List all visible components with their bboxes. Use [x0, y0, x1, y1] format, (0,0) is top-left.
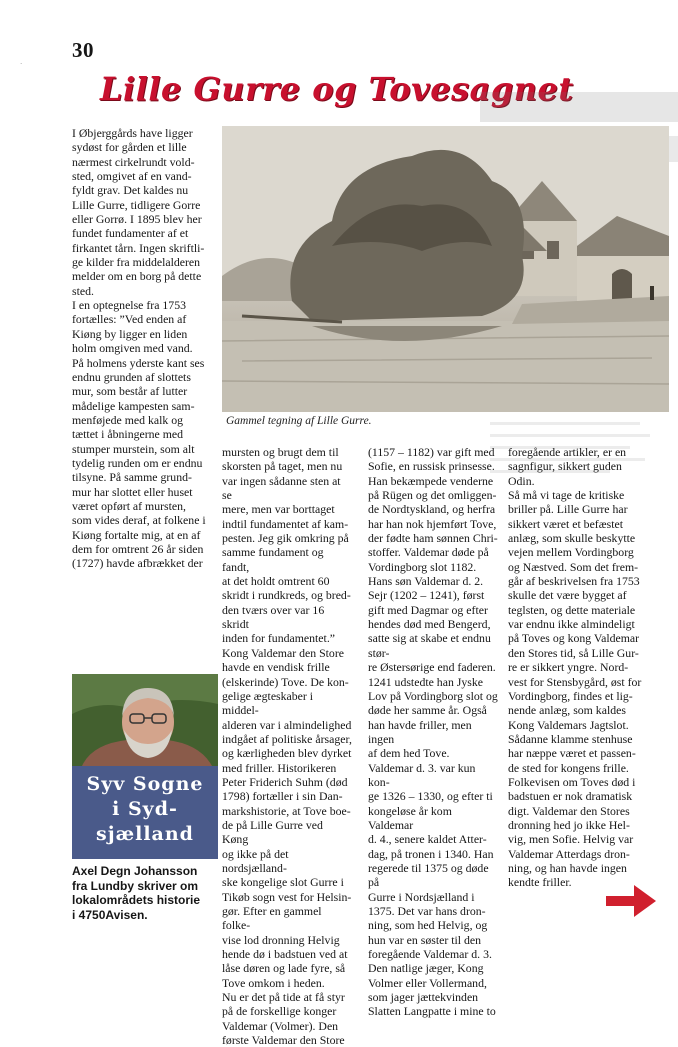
author-byline: Axel Degn Johansson fra Lundby skriver om lokalområdets historie i 4750Avisen.: [72, 864, 201, 922]
article-column-4: foregående artikler, er en sagnfigur, sikkert guden Odin. Så må vi tage de kritiske briller på. Lille Gurre har sikkert været et befæstet anlæg, som skulle beskytte vejen mellem Vordingborg og Næstved. Som det frem- går af beskrivelsen fra 1753 skulle det være bygget af teglsten, og dette materiale var endnu ikke almindeligt på Toves og kong Valdemar den Stores tid, så Lille Gur- re er sikkert yngre. Nord- vest for Stensbygård, øst for Vordingborg, findes et lig- nende anlæg, som kaldes Kong Valdemars Jagtslot. Sådanne klamme stenhuse har næppe været et passen- de sted for kongens frille. Folkevisen om Toves død i badstuen er nok dramatisk digt. Valdemar den Stores dronning hed jo ikke Hel- vig, men Sofie. Helvig var Valdemar Atterdags dron- ning, og han havde ingen kendte friller.: [508, 445, 642, 890]
page-number: 30: [72, 38, 94, 62]
article-title: Lille Gurre og Tovesagnet: [100, 70, 574, 108]
column-series-banner: [72, 766, 218, 859]
margin-mark: ˊ: [20, 62, 23, 70]
article-column-2: mursten og brugt dem til skorsten på taget, men nu var ingen sådanne sten at se mere, men var borttaget indtil fundamentet af kam- pesten. Jeg gik omkring på samme fundament og fandt, at det holdt omtrent 60 skridt i rundkreds, og bred- den tværs over var 16 skridt inden for fundamentet.” Kong Valdemar den Store havde en vendisk frille (elskerinde) Tove. De kon- gelige ægteskaber i middel- alderen var i almindelighed indgået af politiske årsager, og kærligheden blev dyrket med friller. Historikeren Peter Friderich Suhm (død 1798) fortæller i sin Dan- markshistorie, at Tove boe- de på Lille Gurre ved Køng og ikke på det nordsjælland- ske kongelige slot Gurre i Tikøb sogn vest for Helsin- gør. Efter en gammel folke- vise lod dronning Helvig hende dø i badstuen ved at låse døren og lade fyre, så Tove omkom i heden. Nu er det på tide at få styr på de forskellige konger Valdemar (Volmer). Den første Valdemar den Store: [222, 445, 352, 1047]
old-drawing-image: [222, 126, 669, 412]
column-series-title: Syv Sogne i Syd- sjælland: [86, 773, 204, 845]
author-portrait: [72, 674, 218, 766]
article-column-1: I Øbjerggårds have ligger sydøst for gården et lille nærmest cirkelrundt vold- sted, omgivet af en vand- fyldt grav. Det kaldes nu Lille Gurre, tidligere Gorre eller Gorrø. I 1895 blev her fundet fundamenter af et firkantet tårn. Ingen skriftli- ge kilder fra middelalderen melder om en borg på dette sted. I en optegnelse fra 1753 fortælles: ”Ved enden af Kiøng by ligger en liden holm omgiven med vand. På holmens yderste kant ses endnu grunden af slottets mur, som består af lutter mådelige kampesten sam- menføjede med kalk og tættet i åbningerne med stumper murstein, som alt tydelig runden om er endnu tilsyne. På samme grund- mur har slottet eller huset været opført af mursten, som vides deraf, at folkene i Kiøng fortalte mig, at en af dem for omtrent 26 år siden (1727) havde afbrækket der: [72, 126, 206, 571]
image-caption: Gammel tegning af Lille Gurre.: [226, 415, 372, 427]
article-column-3: (1157 – 1182) var gift med Sofie, en russisk prinsesse. Han bekæmpede venderne på Rügen og det omliggen- de Nordtyskland, og herfra har han nok hjemført Tove, der fødte ham sønnen Chri- stoffer. Valdemar døde på Vordingborg slot 1182. Hans søn Valdemar d. 2. Sejr (1202 – 1241), først gift med Dagmar og efter hendes død med Bengerd, satte sig at skabe et endnu stør- re Østersørige end faderen. 1241 udstedte han Jyske Lov på Vordingborg slot og døde her samme år. Også han havde friller, men ingen af dem hed Tove. Valdemar d. 3. var kun kon- ge 1326 – 1330, og efter ti kongeløse år kom Valdemar d. 4., senere kaldet Atter- dag, på tronen i 1340. Han regerede til 1375 og døde på Gurre i Nordsjælland i 1375. Det var hans dron- ning, som hed Helvig, og hun var en søster til den foregående Valdemar d. 3. Den natlige jæger, Kong Volmer eller Vollermand, som jager jættekvinden Slatten Langpatte i mine to: [368, 445, 498, 1019]
right-arrow-icon[interactable]: [606, 883, 656, 919]
